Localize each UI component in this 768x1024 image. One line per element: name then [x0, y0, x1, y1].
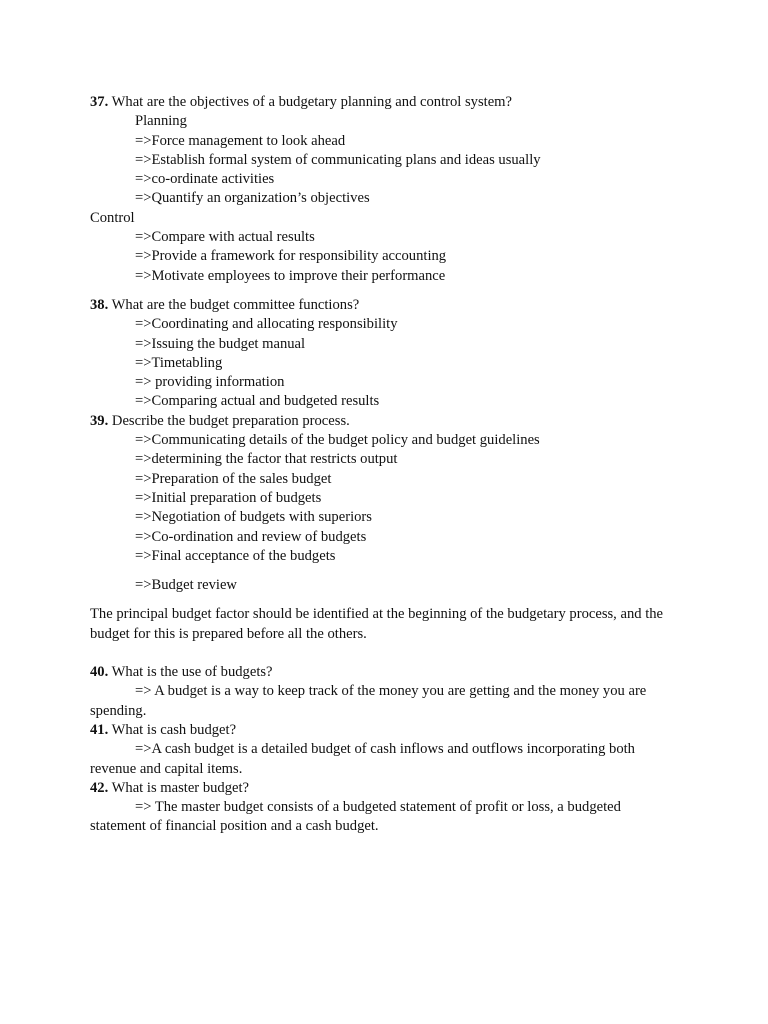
document-page: [90, 93, 680, 837]
list-item: =>Comparing actual and budgeted results: [135, 393, 380, 410]
question-text: What is master budget?: [108, 779, 250, 796]
list-item: =>Final acceptance of the budgets: [135, 547, 336, 564]
question-40: [90, 663, 680, 682]
answer-text: => The master budget consists of a budgeted statement of profit or loss, a budgeted statement of financial position and a cash budget.: [90, 799, 621, 835]
list-item: =>Provide a framework for responsibility accounting: [135, 248, 447, 265]
list-item: =>Quantify an organization’s objectives: [135, 190, 370, 207]
question-number: 37.: [90, 94, 109, 110]
question-text: What is cash budget?: [108, 721, 237, 738]
list-item: =>Establish formal system of communicating plans and ideas usually: [135, 151, 541, 168]
planning-label: Planning: [135, 113, 187, 130]
question-number: 40.: [90, 664, 109, 681]
list-item: =>Initial preparation of budgets: [135, 489, 322, 506]
answer-text: =>A cash budget is a detailed budget of cash inflows and outflows incorporating both revenue and capital items.: [90, 741, 635, 777]
question-number: 38.: [90, 296, 109, 313]
question-text: What are the objectives of a budgetary planning and control system?: [108, 94, 513, 110]
question-text: What is the use of budgets?: [108, 664, 273, 681]
question-41: [90, 721, 680, 740]
list-item: =>Budget review: [135, 577, 237, 594]
question-text: What are the budget committee functions?: [108, 296, 360, 313]
question-42: [90, 779, 680, 798]
paragraph-note: The principal budget factor should be identified at the beginning of the budgetary process, and the budget for this is prepared before all the others.: [90, 606, 664, 642]
list-item: => providing information: [135, 374, 285, 391]
list-item: =>Force management to look ahead: [135, 132, 346, 149]
question-37: [90, 93, 680, 112]
list-item: =>Co-ordination and review of budgets: [135, 528, 367, 545]
question-text: Describe the budget preparation process.: [108, 412, 350, 429]
question-38: [90, 296, 680, 315]
list-item: =>Timetabling: [135, 354, 223, 371]
list-item: =>Compare with actual results: [135, 229, 315, 246]
question-number: 39.: [90, 412, 109, 429]
control-label: Control: [90, 209, 135, 226]
question-number: 42.: [90, 779, 109, 796]
list-item: =>co-ordinate activities: [135, 171, 275, 188]
list-item: =>Negotiation of budgets with superiors: [135, 509, 372, 526]
list-item: =>Communicating details of the budget policy and budget guidelines: [135, 432, 540, 449]
list-item: =>Issuing the budget manual: [135, 335, 306, 352]
answer-text: => A budget is a way to keep track of the money you are getting and the money you are spending.: [90, 683, 647, 719]
list-item: =>determining the factor that restricts output: [135, 451, 398, 468]
question-39: [90, 412, 680, 431]
list-item: =>Motivate employees to improve their performance: [135, 267, 446, 284]
list-item: =>Preparation of the sales budget: [135, 470, 332, 487]
list-item: =>Coordinating and allocating responsibility: [135, 316, 398, 333]
question-number: 41.: [90, 721, 109, 738]
